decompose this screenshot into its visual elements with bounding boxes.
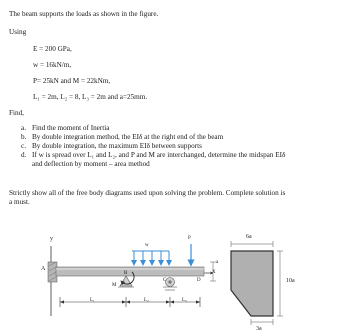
- given-p-m: P= 25kN and M = 22kNm,: [33, 77, 111, 85]
- section-bottom-dimension: 3a: [256, 326, 262, 332]
- given-load-w: w = 16kN/m,: [33, 61, 72, 69]
- section-top-dimension: 6a: [246, 234, 252, 240]
- beam: [56, 267, 204, 276]
- length-l2-label: L₂: [144, 298, 149, 303]
- task-d-text-line1: If w is spread over L₁ and L₂, and P and M are interchanged, determine the midspan EIδ: [32, 151, 286, 159]
- point-d-label: D: [197, 278, 201, 283]
- instruction-line1: Strictly show all of the free body diagrams used upon solving the problem. Complete solution is: [9, 189, 286, 197]
- using-label: Using: [9, 28, 27, 36]
- task-b-text: By double integration method, the EIδ at the right end of the beam: [32, 133, 224, 141]
- intro-text: The beam supports the loads as shown in the figure.: [9, 10, 159, 18]
- cross-section-shape: [231, 251, 273, 316]
- length-l3-label: L₃: [182, 298, 187, 303]
- task-a-text: Find the moment of Inertia: [32, 124, 110, 132]
- section-side-dimension: 10a: [286, 278, 295, 284]
- given-lengths: L₁ = 2m, L₂ = 8, L₃ = 2m and a=25mm.: [33, 93, 148, 101]
- y-axis-label: y: [50, 236, 53, 242]
- point-b-label: B: [124, 271, 128, 276]
- dimension-a-label: a: [216, 260, 219, 265]
- point-a-label: A: [41, 266, 46, 272]
- instruction-line2: a must.: [9, 198, 30, 206]
- task-d-marker: d.: [21, 151, 27, 159]
- find-label: Find,: [9, 109, 24, 117]
- x-axis-label: X: [212, 270, 216, 275]
- task-a-marker: a.: [21, 124, 26, 132]
- task-d-text-line2: and deflection by moment – area method: [32, 160, 150, 168]
- task-c-text: By double integration, the maximum EIδ between supports: [32, 142, 202, 150]
- pin-support-b: [120, 276, 132, 286]
- moment-label: M: [112, 283, 117, 288]
- point-c-label: C: [163, 278, 167, 283]
- length-l1-label: L₁: [90, 298, 95, 303]
- point-load-label: P: [188, 236, 191, 241]
- distributed-load-label: w: [145, 243, 149, 248]
- given-modulus: E = 200 GPa,: [33, 45, 72, 53]
- task-b-marker: b.: [21, 133, 27, 141]
- task-c-marker: c.: [21, 142, 26, 150]
